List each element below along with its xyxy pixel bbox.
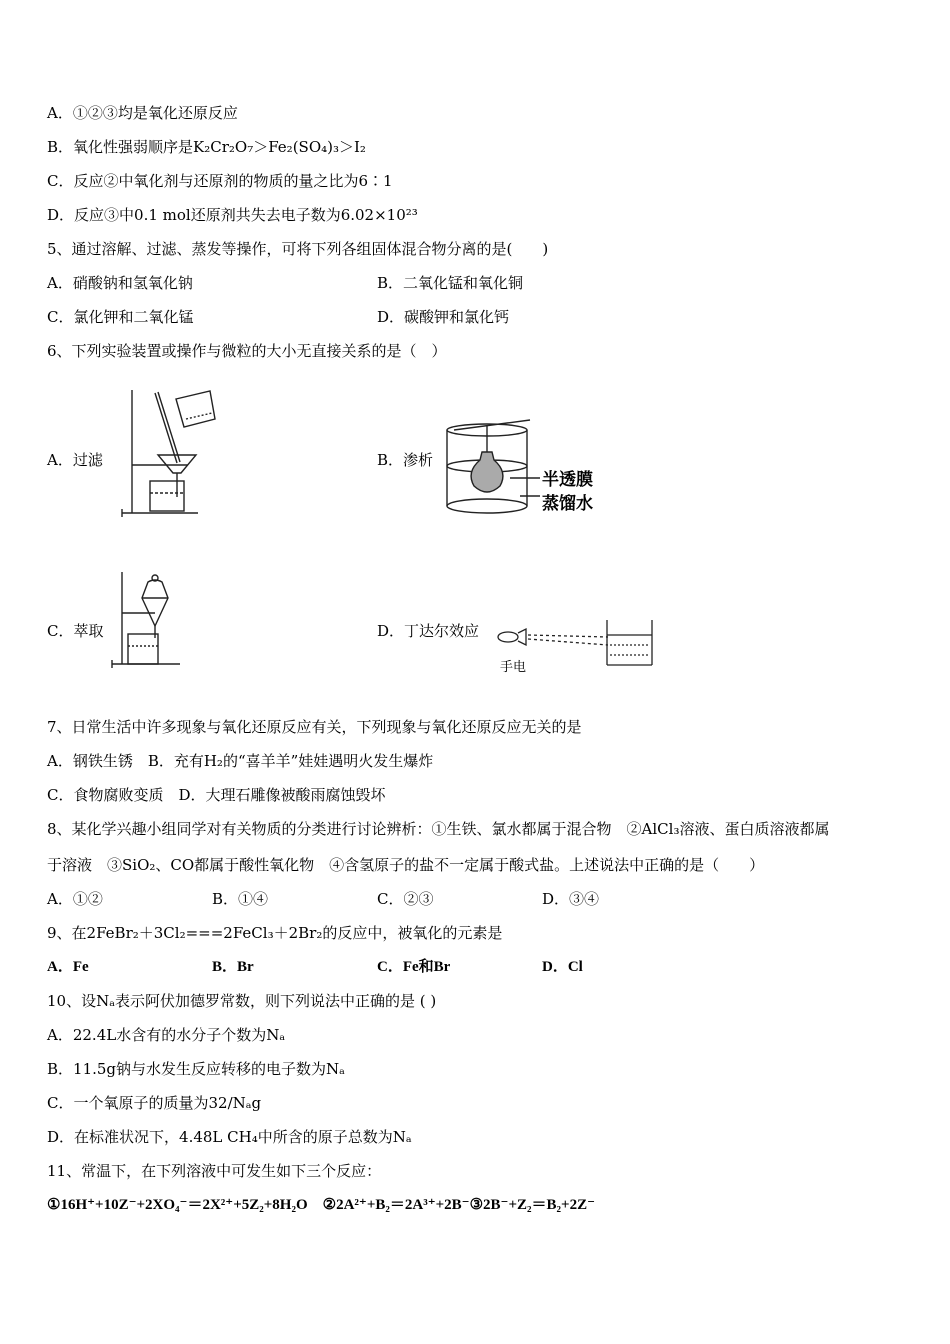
q9-option-b: B．Br (212, 959, 254, 975)
q8-option-a: A．①② (47, 890, 103, 908)
q11-reactions: ①16H⁺+10Z⁻+2XO₄⁻＝2X²⁺+5Z₂+8H₂O ②2A²⁺+B₂＝2A³⁺+2B⁻③2B⁻+Z₂＝B₂+2Z⁻ (47, 1197, 595, 1213)
q11-stem: 11、常温下，在下列溶液中可发生如下三个反应： (47, 1162, 382, 1180)
q5-stem: 5、通过溶解、过滤、蒸发等操作，可将下列各组固体混合物分离的是( ) (47, 240, 549, 258)
q6-option-a: A．过滤 (47, 451, 103, 469)
q10-option-d: D．在标准状况下，4.48L CH₄中所含的原子总数为Nₐ (47, 1128, 412, 1146)
q7-options-cd: C．食物腐败变质 D．大理石雕像被酸雨腐蚀毁坏 (47, 786, 386, 804)
distilled-water-label: 蒸馏水 (542, 494, 593, 514)
q10-option-a: A．22.4L水含有的水分子个数为Nₐ (47, 1026, 286, 1044)
q6-stem: 6、下列实验装置或操作与微粒的大小无直接关系的是（ ） (47, 342, 447, 360)
q6-option-b: B．渗析 (377, 451, 434, 469)
dialysis-apparatus-figure (440, 418, 610, 523)
q8-stem-line1: 8、某化学兴趣小组同学对有关物质的分类进行讨论辨析：①生铁、氯水都属于混合物 ②AlCl₃溶液、蛋白质溶液都属 (47, 820, 830, 838)
q5-option-b: B．二氧化锰和氧化铜 (377, 274, 524, 292)
q8-option-b: B．①④ (212, 890, 269, 908)
tyndall-effect-figure (492, 615, 657, 680)
semipermeable-membrane-label: 半透膜 (542, 470, 593, 490)
flashlight-label: 手电 (500, 660, 527, 675)
q9-option-c: C．Fe和Br (377, 959, 451, 975)
q5-option-d: D．碳酸钾和氯化钙 (377, 308, 510, 326)
q6-option-d: D．丁达尔效应 (377, 622, 480, 640)
q8-stem-line2: 于溶液 ③SiO₂、CO都属于酸性氧化物 ④含氢原子的盐不一定属于酸式盐。上述说法中正确的是（ ） (47, 856, 765, 874)
q5-option-a: A．硝酸钠和氢氧化钠 (47, 274, 193, 292)
q8-option-c: C．②③ (377, 890, 434, 908)
q4-option-a: A．①②③均是氧化还原反应 (47, 104, 238, 122)
q10-stem: 10、设Nₐ表示阿伏加德罗常数，则下列说法中正确的是 ( ) (47, 992, 437, 1010)
q5-option-c: C．氯化钾和二氧化锰 (47, 308, 194, 326)
q9-stem: 9、在2FeBr₂＋3Cl₂===2FeCl₃＋2Br₂的反应中，被氧化的元素是 (47, 924, 503, 942)
filtration-apparatus-figure (118, 385, 220, 520)
extraction-apparatus-figure (110, 568, 185, 670)
q9-option-d: D．Cl (542, 959, 583, 975)
q10-option-b: B．11.5g钠与水发生反应转移的电子数为Nₐ (47, 1060, 345, 1078)
q4-option-b: B．氧化性强弱顺序是K₂Cr₂O₇＞Fe₂(SO₄)₃＞I₂ (47, 138, 366, 156)
q4-option-d: D．反应③中0.1 mol还原剂共失去电子数为6.02×10²³ (47, 206, 418, 224)
q4-option-c: C．反应②中氧化剂与还原剂的物质的量之比为6∶1 (47, 172, 393, 190)
q7-stem: 7、日常生活中许多现象与氧化还原反应有关，下列现象与氧化还原反应无关的是 (47, 718, 582, 736)
q7-options-ab: A．钢铁生锈 B．充有H₂的“喜羊羊”娃娃遇明火发生爆炸 (47, 752, 434, 770)
q10-option-c: C．一个氧原子的质量为32/Nₐg (47, 1094, 262, 1112)
q8-option-d: D．③④ (542, 890, 600, 908)
q6-option-c: C．萃取 (47, 622, 104, 640)
q9-option-a: A．Fe (47, 959, 89, 975)
